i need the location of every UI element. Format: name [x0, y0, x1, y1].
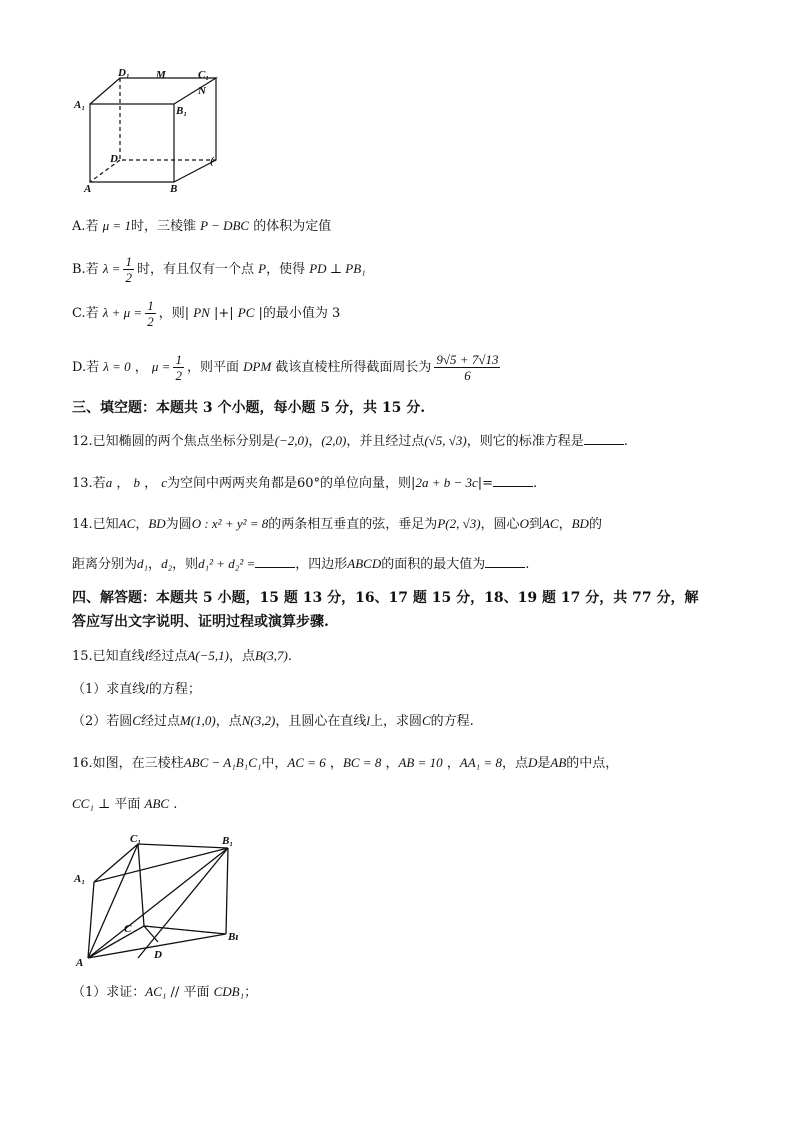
label-A1: A₁: [74, 873, 86, 885]
cube-figure: [72, 64, 232, 196]
label-B: B: [170, 183, 178, 195]
label-D1: D₁: [118, 67, 130, 79]
question-15-part2: （2）若圆C经过点M(1,0)，点N(3,2)，且圆心在直线l上，求圆C的方程.: [72, 713, 474, 729]
question-13: 13.若a ， b ， c为空间中两两夹角都是60°的单位向量，则|2a + b − 3c|= .: [72, 472, 537, 494]
prism-lines: [88, 844, 228, 958]
question-14-line2: 距离分别为d₁，d₂，则d₁² + d₂² = ，四边形ABCD的面积的最大值为 .: [72, 553, 529, 575]
label-B1: B₁: [222, 835, 234, 847]
option-d: D.若 λ = 0 ， μ = $\frac{1}{2}$ ，则平面 DPM 截该直棱柱所得截面周长为 $\frac{9√5 + 7√13}{6}$: [72, 352, 499, 383]
label-M: M: [156, 69, 166, 81]
label-A1: A₁: [74, 99, 86, 111]
question-15: 15.已知直线l经过点A(−5,1)，点B(3,7).: [72, 648, 292, 664]
label-B: Bı: [228, 931, 239, 943]
question-14-line1: 14.已知AC，BD为圆O : x² + y² = 8的两条相互垂直的弦，垂足为P(2, √3)，圆心O到AC，BD的: [72, 516, 602, 532]
label-C: C: [124, 923, 132, 935]
label-C: (: [210, 155, 214, 167]
label-D: D: [110, 153, 118, 165]
section-4-heading-line2: 答应写出文字说明、证明过程或演算步骤.: [72, 614, 329, 630]
label-C1: C₁: [130, 833, 142, 845]
question-12: 12.已知椭圆的两个焦点坐标分别是(−2,0)，(2,0)，并且经过点(√5, √3)，则它的标准方程是 .: [72, 430, 628, 452]
question-16-part1: （1）求证：AC₁ // 平面 CDB₁；: [72, 984, 258, 1000]
label-A: A: [84, 183, 92, 195]
label-B1: B₁: [176, 105, 188, 117]
question-16-line2: CC₁ ⊥ 平面 ABC .: [72, 796, 178, 812]
answer-blank: [255, 553, 295, 568]
answer-blank: [485, 553, 525, 568]
section-4-heading-line1: 四、解答题：本题共 5 小题，15 题 13 分，16、17 题 15 分，18、19 题 17 分，共 77 分，解: [72, 590, 699, 606]
option-a: A.若 μ = 1时，三棱锥 P − DBC 的体积为定值: [72, 218, 332, 234]
label-A: A: [76, 957, 84, 969]
label-D: D: [154, 949, 162, 961]
label-C1: C₁: [198, 69, 210, 81]
answer-blank: [584, 430, 624, 445]
answer-blank: [493, 472, 533, 487]
section-3-heading: 三、填空题：本题共 3 个小题，每小题 5 分，共 15 分.: [72, 400, 426, 416]
option-b: B.若 λ = $\frac{1}{2}$ 时，有且仅有一个点 P，使得 PD ⊥ PB₁: [72, 254, 366, 285]
option-c: C.若 λ + μ = $\frac{1}{2}$ ，则| PN |+| PC |的最小值为 3: [72, 298, 341, 329]
label-N: N: [198, 85, 206, 97]
question-15-part1: （1）求直线l的方程；: [72, 681, 201, 697]
prism-figure: [72, 830, 252, 970]
cube-front-face: [90, 104, 174, 182]
question-16: 16.如图，在三棱柱ABC − A₁B₁C₁中，AC = 6 ，BC = 8 ，AB = 10 ，AA₁ = 8，点D是AB的中点，: [72, 755, 619, 771]
